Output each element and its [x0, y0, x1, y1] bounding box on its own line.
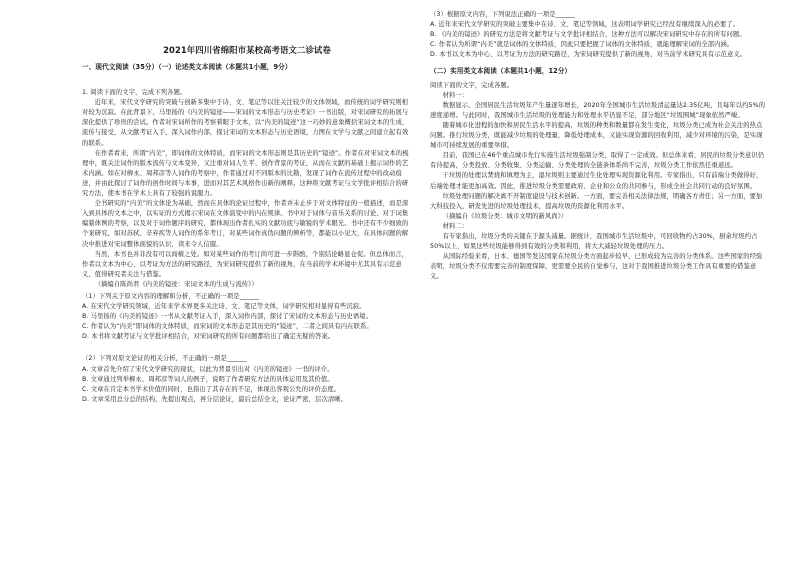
material-1-label: 材料一：: [442, 91, 469, 99]
material-2-label: 材料二：: [442, 222, 469, 230]
q1-option-a: A. 在宋代文学研究领域，近年来学术界更多关注诗、文、笔记等文体，词学研究相对显得有些沉寂。: [82, 303, 366, 311]
right-column: [430, 8, 766, 554]
q1-option-d: D. 本书将文献考证与文学批评相结合，对宋词研究的所有问题都给出了确定无疑的答案。: [82, 333, 335, 341]
material-2-paragraph-1: 有专家指出，垃圾分类的关键在于源头减量。据统计，我国城市生活垃圾中，可回收物约占30%，厨余垃圾约占50%以上，如果这些垃圾能够得到有效的分类和利用，将大大减轻垃圾处理的压力。: [430, 232, 758, 251]
material-2-paragraph-2: 从国际经验来看，日本、德国等发达国家在垃圾分类方面起步较早，已形成较为完善的分类体系。这些国家的经验表明，垃圾分类不仅需要完善的制度保障，更需要全民的自觉参与，这对于我国推进垃圾分类工作具有重要的借鉴意义。: [430, 253, 763, 281]
q3-option-b: B. 《内美的镜迹》的研究方法是将文献考证与文学批评相结合，这种方法可以解决宋词研究中存在的所有问题。: [430, 31, 746, 39]
section-heading-1: 一、现代文阅读（35分）（一）论述类文本阅读（本题共1小题，9分）: [82, 63, 292, 71]
q1-option-b: B. 马里扬的《内美的镜迹》一书从文献考证入手，深入词作内部，探讨了宋词的文本形态与历史语境。: [82, 313, 373, 321]
paragraph-1: 近年来，宋代文学研究的突破与创新多集中于诗、文、笔记等以往关注较少的文体领域，而传统的词学研究则相对较为沉寂。在此背景下，马里扬的《内美的镜迹——宋词的文本形态与历史考证》一书出版，对宋词研究的拓展与深化提供了珍贵的尝试。作者对宋词所作的考察着眼于文本，以“内美的镜迹”这一巧妙的意象概括宋词文本的生成、流传与接受，从文献考证入手，深入词作内部，探讨宋词的文本形态与历史语境，力图在文学与文献之间建立起有效的联系。: [82, 99, 409, 147]
paragraph-3: 全书研究的“内美”的文体论为基础，然而在具体的论证过程中，作者并未止步于对文体特征的一般描述，而是深入到具体的文本之中，以实证的方式揭示宋词在文体演变中的内在规律。书中对于词体与音乐关系的讨论、对于词集编纂体例的考察，以及对于词作题序的研究，都体现出作者扎实的文献功底与敏锐的学术眼光。书中还有不少细致的个案研究，如对苏轼、辛弃疾等人词作的系年考订，对某些词作真伪问题的辨析等，都能以小见大，在具体问题的解决中推进对宋词整体面貌的认识，读来令人信服。: [82, 200, 409, 248]
left-column: [82, 8, 412, 554]
q3-option-a: A. 近年来宋代文学研究的突破主要集中在诗、文、笔记等领域，这表明词学研究已经没有继续深入的必要了。: [430, 21, 740, 29]
material-1-paragraph-2: 随着城市化进程的加快和居民生活水平的提高，垃圾的种类和数量都在发生变化，垃圾分类已成为社会关注的热点问题。推行垃圾分类，既能减少垃圾的处理量，降低处理成本，又能实现资源的回收利用，减少对环境的污染，是实现城市可持续发展的重要举措。: [430, 121, 763, 150]
q3-option-d: D. 本书以文本为中心、以考证为方法的研究路径，为宋词研究提供了新的视角，对当前学术研究具有示范意义。: [430, 51, 747, 59]
q2-option-c: C. 文章在肯定本书学术价值的同时，也指出了其存在的不足，体现出客观公允的评价态度。: [82, 385, 341, 393]
q2-option-d: D. 文章采用总分总的结构，先提出观点，再分层论证，最后总结全文，论证严密，层次清晰。: [82, 395, 348, 403]
page-title: 2021年四川省绵阳市某校高考语文二诊试卷: [163, 45, 331, 55]
question-2: （2）下列对原文论证的相关分析，不正确的一项是______: [82, 355, 247, 363]
material-1-paragraph-1: 数据显示，全国居民生活垃圾年产生量逐年增长，2020年全国城市生活垃圾清运量达2.35亿吨，且每年以约5%的速度递增。与此同时，我国城市生活垃圾的处理能力和处理水平仍显不足，部分地区“垃圾围城”现象依然严峻。: [430, 101, 766, 119]
material-1-source: （摘编自《垃圾分类：城市文明的新风尚》）: [442, 212, 568, 220]
instruction-2: 阅读下面的文字，完成各题。: [430, 81, 514, 89]
q2-option-b: B. 文章通过列举柳永、周邦彦等词人的例子，说明了作者研究方法的具体运用及其价值。: [82, 375, 334, 383]
material-1-paragraph-3: 目前，我国已在46个重点城市先行实施生活垃圾强制分类，取得了一定成效。但总体来看，居民的垃圾分类意识仍有待提高，分类投放、分类收集、分类运输、分类处理的全链条体系尚不完善，垃圾分类工作依然任重道远。: [430, 152, 765, 170]
paragraph-4: 当然，本书也并非没有可以商榷之处。如对某些词作的考订尚可进一步斟酌，个别结论略显仓促。但总体而言，作者以文本为中心、以考证为方法的研究路径，为宋词研究提供了新的视角，在当前的学术环境中尤其具有示范意义，值得研究者关注与借鉴。: [82, 250, 409, 278]
material-1-paragraph-5: 垃圾处理问题的解决离不开制度建设与技术创新。一方面，要完善相关法律法规，明确各方责任；另一方面，要加大科技投入，研发先进的垃圾处理技术，提高垃圾的资源化利用水平。: [430, 192, 763, 210]
q2-option-a: A. 文章首先介绍了宋代文学研究的现状，以此为背景引出对《内美的镜迹》一书的评介。: [82, 365, 334, 373]
source-note: （摘编自陈尚君《内美的镜迹：宋词文本的生成与流传》）: [94, 280, 258, 288]
section-heading-2: （二）实用类文本阅读（本题共1小题，12分）: [430, 67, 572, 76]
material-1-paragraph-4: 干垃圾的处理以焚烧和填埋为主，湿垃圾则主要通过生化处理实现资源化利用。专家指出，只有前端分类做得好，后端处理才能更加高效。因此，推进垃圾分类需要政府、企业和公众的共同参与，形成全社会共同行动的良好氛围。: [430, 172, 763, 190]
question-1: （1）下列关于原文内容的理解和分析，不正确的一项是______: [82, 292, 260, 300]
paragraph-2: 在作者看来，所谓“内美”，即词体的文体特质，而宋词的文本形态则是其历史的“镜迹”。作者在对宋词文本的梳理中，既关注词作的版本流传与文本变异，又注重对词人生平、创作背景的考证，从而在文献的基础上揭示词作的艺术内涵。如在对柳永、周邦彦等人词作的考察中，作者通过对不同版本的比勘，发现了词作在流传过程中的改动痕迹，并由此探讨了词作的创作时间与本事，进而对其艺术风格作出新的阐释。这种将文献考证与文学批评相结合的研究方法，使本书在学术上具有了较强的说服力。: [82, 149, 409, 198]
instruction: 1. 阅读下面的文字，完成下列各题。: [82, 89, 187, 97]
question-3: （3）根据原文内容，下列说法正确的一项是______: [430, 11, 576, 18]
q3-option-c: C. 作者认为所谓“内美”就是词体的文体特质，因此只要把握了词体的文体特质，就能理解宋词的全部内涵。: [430, 41, 734, 49]
q1-option-c: C. 作者认为“内美”即词体的文体特质，而宋词的文本形态是其历史的“镜迹”，二者之间具有内在联系。: [82, 323, 373, 331]
